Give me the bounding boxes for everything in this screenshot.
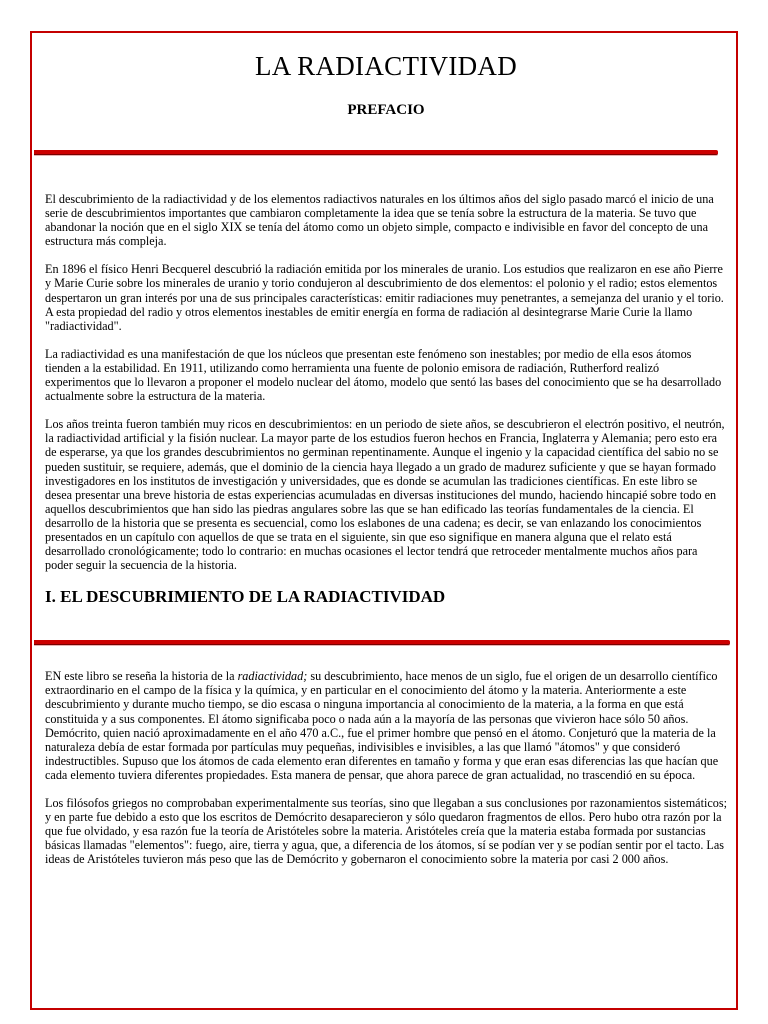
page-frame — [30, 31, 738, 1010]
page-content — [45, 33, 727, 866]
page-subtitle: PREFACIO — [347, 102, 425, 118]
italic-term-radiactividad: radiactividad; — [237, 669, 308, 684]
section-paragraph-2: Los filósofos griegos no comprobaban experimentalmente sus teorías, sino que llegaban a sus conclusiones por razonamientos sistemáticos; y en parte fue debido a esto que los escritos de Demócrito desaparecieron y sólo quedaron fragmentos de ellos. Pero hubo otra razón por la que fue olvidado, y esa razón fue la teoría de Aristóteles sobre la materia. Aristóteles creía que la materia estaba formada por sustancias básicas llamadas "elementos": fuego, aire, tierra y agua, que, a diferencia de los átomos, sí se podían ver y se podían sentir por el tacto. Las ideas de Aristóteles tuvieron más peso que las de Demócrito y gobernaron el conocimiento sobre la materia por casi 2 000 años. — [45, 796, 728, 867]
prefacio-paragraph-4: Los años treinta fueron también muy ricos en descubrimientos: en un periodo de siete años, se descubrieron el electrón positivo, el neutrón, la radiactividad artificial y la fisión nuclear. La mayor parte de los estudios fueron hechos en Francia, Inglaterra y Alemania; pero esto era de esperarse, ya que los grandes descubrimientos no germinan repentinamente. Aunque el ingenio y la capacidad científica del sabio no se pueden sustituir, se requiere, además, que el dominio de la ciencia haya llegado a un grado de madurez suficiente y que se hayan formado investigadores en los institutos de investigación y universidades, que es donde se acumulan las tradiciones científicas. En este libro se desea presentar una breve historia de estas experiencias acumuladas en diversas instituciones del mundo, haciendo hincapié sobre todo en aquellos descubrimientos que han sido las piedras angulares sobre las que se han edificado las teorías fundamentales de la ciencia. El desarrollo de la historia que se presenta es secuencial, como los eslabones de una cadena; es decir, se van enlazando los conocimientos presentados en un capítulo con aquellos de que se trata en el siguiente, sin que eso signifique en manera alguna que el relato está desarrollado cronológicamente; todo lo contrario: en muchas ocasiones el lector tendrá que retroceder mentalmente muchos años para poder seguir la secuencia de la historia. — [45, 417, 725, 573]
horizontal-rule-top — [34, 150, 718, 155]
page-title: LA RADIACTIVIDAD — [254, 51, 518, 81]
section-paragraph-1-start: EN este libro se reseña la historia de la — [45, 669, 238, 684]
prefacio-paragraph-2: En 1896 el físico Henri Becquerel descubrió la radiación emitida por los minerales de uranio. Los estudios que realizaron en ese año Pierre y Marie Curie sobre los minerales de uranio y torio condujeron al descubrimiento de dos elementos: el polonio y el radio; estos elementos despertaron un gran interés por una de sus principales características: emitir radiaciones muy penetrantes, a semejanza del uranio y el torio. A esta propiedad del radio y otros elementos inestables de emitir energía en forma de radiación al desintegrarse Marie Curie la llamo "radiactividad". — [45, 262, 724, 333]
section-paragraph-1 — [45, 669, 727, 782]
section-paragraph-1-rest: su descubrimiento, hace menos de un siglo, fue el origen de un desarrollo científico extraordinario en el campo de la física y la química, y en particular en el conocimiento del átomo y la materia. Anteriormente a este descubrimiento y durante mucho tiempo, se dio escasa o ninguna importancia al conocimiento de la materia, a la forma en que está constituida y a sus componentes. El átomo significaba poco o nada aún a la mayoría de las personas que vivieron hace sólo 50 años. Demócrito, quien nació aproximadamente en el año 470 a.C., fue el primer hombre que pensó en el átomo. Conjeturó que la materia de la naturaleza debía de estar formada por partículas muy pequeñas, indivisibles e invisibles, a las que llamó "átomos" y que consideró indestructibles. Supuso que los átomos de cada elemento eran diferentes en tamaño y forma y que eran esas diferencias las que hacían que cada elemento tuviera diferentes propiedades. Esta manera de pensar, que ahora parece de gran actualidad, no trascendió en su época. — [45, 669, 719, 782]
horizontal-rule-section — [34, 640, 730, 645]
section-heading: I. EL DESCUBRIMIENTO DE LA RADIACTIVIDAD — [45, 587, 446, 607]
prefacio-paragraph-1: El descubrimiento de la radiactividad y de los elementos radiactivos naturales en los últimos años del siglo pasado marcó el inicio de una serie de descubrimientos importantes que cambiaron completamente la idea que se tenía sobre la estructura de la materia. Se tuvo que abandonar la noción que en el siglo XIX se tenía del átomo como un objeto simple, compacto e indivisible en favor del concepto de una estructura más compleja. — [45, 192, 714, 249]
prefacio-paragraph-3: La radiactividad es una manifestación de que los núcleos que presentan este fenómeno son inestables; por medio de ella esos átomos tienden a la estabilidad. En 1911, utilizando como herramienta una fuente de polonio emisora de radiación, Rutherford realizó experimentos que lo llevaron a proponer el modelo nuclear del átomo, modelo que sentó las bases del conocimiento que se ha desarrollado actualmente sobre la estructura de la materia. — [45, 346, 722, 404]
